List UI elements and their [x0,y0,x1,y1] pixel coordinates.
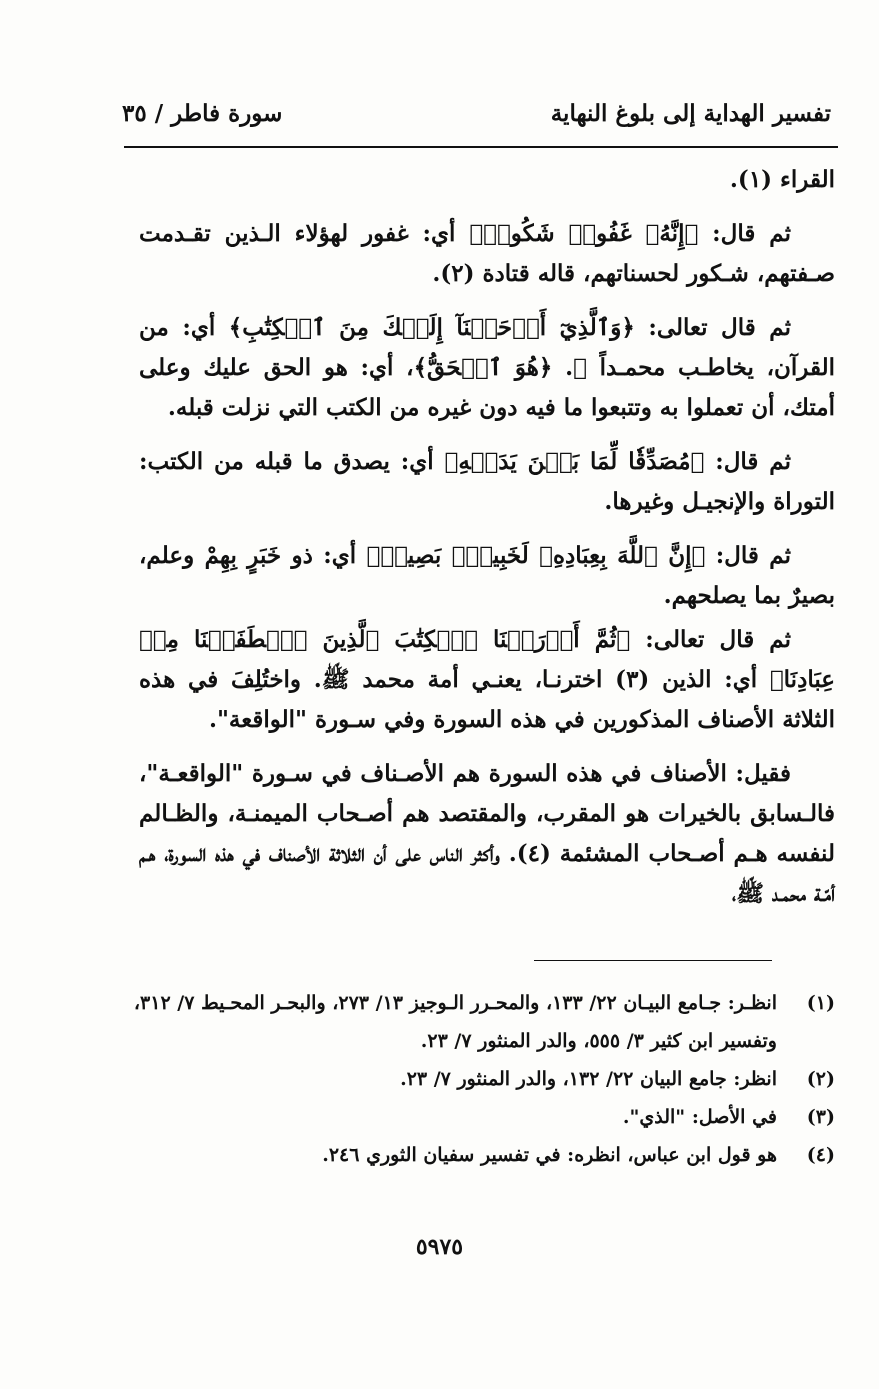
footnote-number: (٤) [806,1144,835,1166]
footnote-2 [125,1060,835,1098]
paragraph-3: ثم قال تعالى: ﴿وَٱلَّذِيٓ أَوۡحَيۡنَآ إِلَيۡكَ مِنَ ٱلۡكِتَٰبِ﴾ أي: من القرآن، يخاطـب محمـداً ﷺ. ﴿هُوَ ٱلۡحَقُّ﴾، أي: هو الحق عليك وعلى أمتك، أن تعملوا به وتتبعوا ما فيه دون غيره من الكتب التي نزلت قبله. [139,314,835,421]
footnote-4 [125,1136,835,1174]
paragraph-7: فقيل: الأصناف في هذه السورة هم الأصـناف في سـورة "الواقعـة"، فالـسابق بالخيرات هو المقرب، والمقتصد هم أصـحاب الميمنـة، والظـالم لنفسه هـم أصـحاب المشئمة (٤). وأكثر الناس على أن الثلاثة الأصناف في هذه السورة، هـم أمّـة محمـد ﷺ، [139,760,835,907]
paragraph-5: ثم قال: ﴿إِنَّ ٱللَّهَ بِعِبَادِهِۦ لَخَبِيرُۢ بَصِيرٞ﴾ أي: ذو خَبَرٍ بِهِمْ وعلم، بصيرٌ بما يصلحهم. [139,542,835,609]
footnote-text: هو قول ابن عباس، انظره: في تفسير سفيان الثوري ٢٤٦. [322,1144,777,1166]
running-header-surah: سورة فاطر / ٣٥ [122,100,283,127]
main-text [139,160,835,928]
footnote-number: (٢) [806,1068,835,1090]
running-header-title: تفسير الهداية إلى بلوغ النهاية [550,100,831,127]
footnote-number: (٣) [806,1106,835,1128]
footnote-divider [534,960,772,961]
footnote-text: انظـر: جـامع البيـان ٢٢/ ١٣٣، والمحـرر الـوجيز ١٣/ ٢٧٣، والبحـر المحـيط ٧/ ٣١٢، وتفسير ابن كثير ٣/ ٥٥٥، والدر المنثور ٧/ ٢٣. [133,992,777,1052]
page-number: ٥٩٧٥ [415,1234,464,1260]
header-divider [124,146,838,148]
paragraph-6: ثم قال تعالى: ﴿ثُمَّ أَوۡرَثۡنَا ٱلۡكِتَٰبَ ٱلَّذِينَ ٱصۡطَفَيۡنَا مِنۡ عِبَادِنَا﴾ أي: الذين (٣) اخترنـا، يعنـي أمة محمد ﷺ. واختُلِفَ في هذه الثلاثة الأصناف المذكورين في هذه السورة وفي سـورة "الواقعة". [139,626,835,733]
footnote-text: في الأصل: "الذي". [622,1106,777,1128]
footnote-number: (١) [806,992,835,1014]
footnote-text: انظر: جامع البيان ٢٢/ ١٣٢، والدر المنثور ٧/ ٢٣. [400,1068,777,1090]
footnote-1 [125,984,835,1060]
footnotes [125,984,835,1174]
paragraph-1: القراء (١). [729,166,835,193]
paragraph-4: ثم قال: ﴿مُصَدِّقٗا لِّمَا بَيۡنَ يَدَيۡهِ﴾ أي: يصدق ما قبله من الكتب: التوراة والإنجيـل وغيرها. [139,448,835,515]
footnote-3 [125,1098,835,1136]
paragraph-2: ثم قال: ﴿إِنَّهُۥ غَفُورٞ شَكُورٞ﴾ أي: غفور لهؤلاء الـذين تقـدمت صـفتهم، شـكور لحسناتهم، قاله قتادة (٢). [139,220,835,287]
